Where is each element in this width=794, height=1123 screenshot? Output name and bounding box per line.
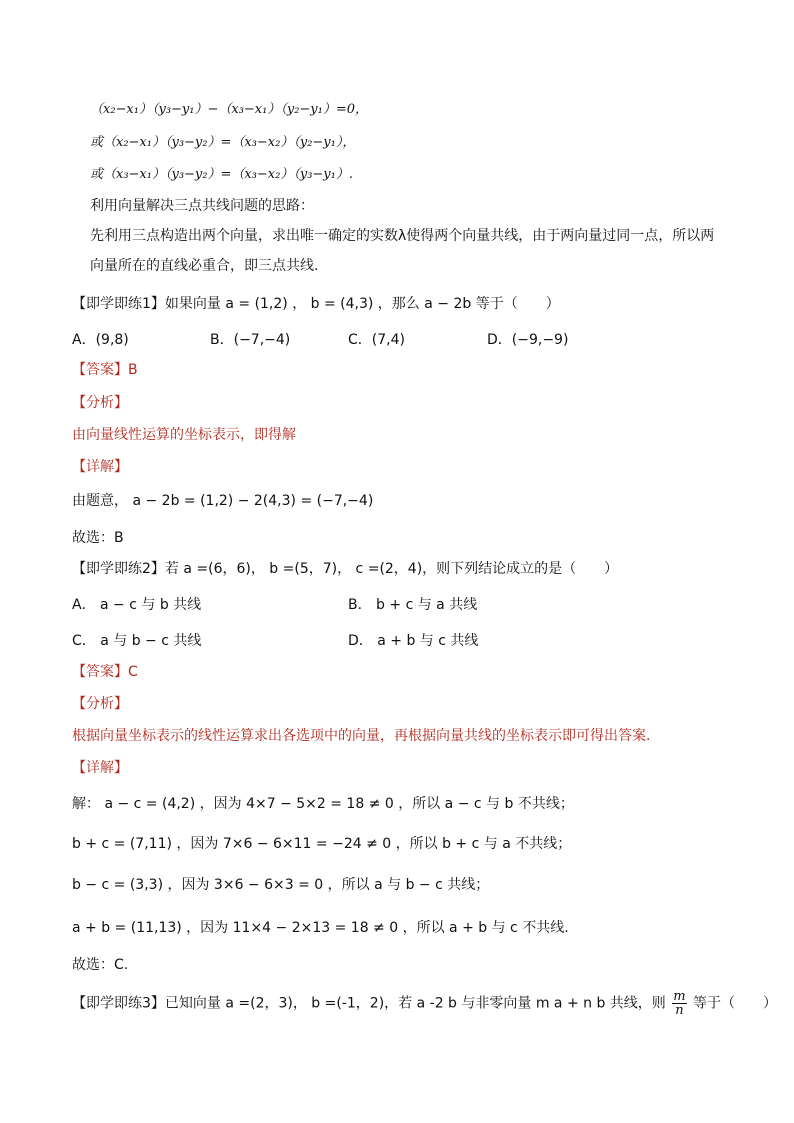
- q2-answer: 【答案】C: [72, 664, 138, 680]
- intro-line-3: 或（x₃−x₁）（y₃−y₂）=（x₃−x₂）（y₃−y₁）.: [90, 167, 353, 182]
- q2-analysis: 根据向量坐标表示的线性运算求出各选项中的向量，再根据向量共线的坐标表示即可得出答案.: [72, 728, 651, 744]
- q2-option-c: C． a 与 b − c 共线: [72, 633, 202, 649]
- q2-option-d: D． a + b 与 c 共线: [348, 633, 479, 649]
- intro-line-4: 利用向量解决三点共线问题的思路：: [90, 198, 314, 214]
- intro-line-2: 或（x₂−x₁）（y₃−y₂）=（x₃−x₂）（y₂−y₁），: [90, 135, 356, 150]
- intro-line-6: 向量所在的直线必重合，即三点共线.: [90, 258, 319, 274]
- q1-option-a: A．(9,8): [72, 332, 129, 348]
- q2-option-a: A． a − c 与 b 共线: [72, 597, 202, 613]
- q2-stem: 【即学即练2】若 a =(6，6)， b =(5，7)， c =(2，4)，则下列结论成立的是（ ）: [72, 561, 619, 577]
- q2-choose: 故选：C.: [72, 957, 129, 973]
- q3-stem-text: 【即学即练3】已知向量 a =(2，3)， b =(-1，2)，若 a -2 b 与非零向量 m a + n b 共线，则: [72, 995, 666, 1012]
- q1-option-c: C．(7,4): [348, 332, 405, 348]
- q1-choose: 故选：B: [72, 530, 124, 546]
- q3-stem-tail: 等于（ ）: [693, 995, 778, 1012]
- q2-detail-3: b − c = (3,3) ，因为 3×6 − 6×3 = 0 ，所以 a 与 b − c 共线；: [72, 877, 490, 893]
- q2-option-b: B． b + c 与 a 共线: [348, 597, 478, 613]
- q1-option-b: B．(−7,−4): [210, 332, 291, 348]
- q2-detail-label: 【详解】: [72, 760, 128, 776]
- intro-line-1: （x₂−x₁）（y₃−y₁）−（x₃−x₁）（y₂−y₁）=0，: [90, 102, 369, 117]
- q1-option-d: D．(−9,−9): [487, 332, 569, 348]
- q1-analysis: 由向量线性运算的坐标表示，即得解: [72, 427, 296, 443]
- q3-fraction-denominator: n: [675, 1003, 684, 1018]
- q2-analysis-label: 【分析】: [72, 696, 128, 712]
- q3-fraction-numerator: m: [673, 989, 686, 1004]
- q1-detail-label: 【详解】: [72, 459, 128, 475]
- q1-analysis-label: 【分析】: [72, 395, 128, 411]
- q3-fraction: [672, 990, 686, 1017]
- q2-detail-1: 解： a − c = (4,2) ，因为 4×7 − 5×2 = 18 ≠ 0 ，所以 a − c 与 b 不共线；: [72, 796, 574, 812]
- q1-stem: 【即学即练1】如果向量 a = (1,2) ， b = (4,3) ，那么 a − 2b 等于（ ）: [72, 296, 560, 312]
- q1-answer: 【答案】B: [72, 362, 138, 378]
- q1-detail: 由题意， a − 2b = (1,2) − 2(4,3) = (−7,−4): [72, 493, 374, 509]
- q2-detail-4: a + b = (11,13) ，因为 11×4 − 2×13 = 18 ≠ 0 ，所以 a + b 与 c 不共线.: [72, 920, 569, 936]
- q3-stem: [72, 990, 777, 1017]
- q2-detail-2: b + c = (7,11) ，因为 7×6 − 6×11 = −24 ≠ 0 ，所以 b + c 与 a 不共线；: [72, 836, 572, 852]
- intro-line-5: 先利用三点构造出两个向量，求出唯一确定的实数λ使得两个向量共线，由于两向量过同一点，所以两: [90, 228, 715, 244]
